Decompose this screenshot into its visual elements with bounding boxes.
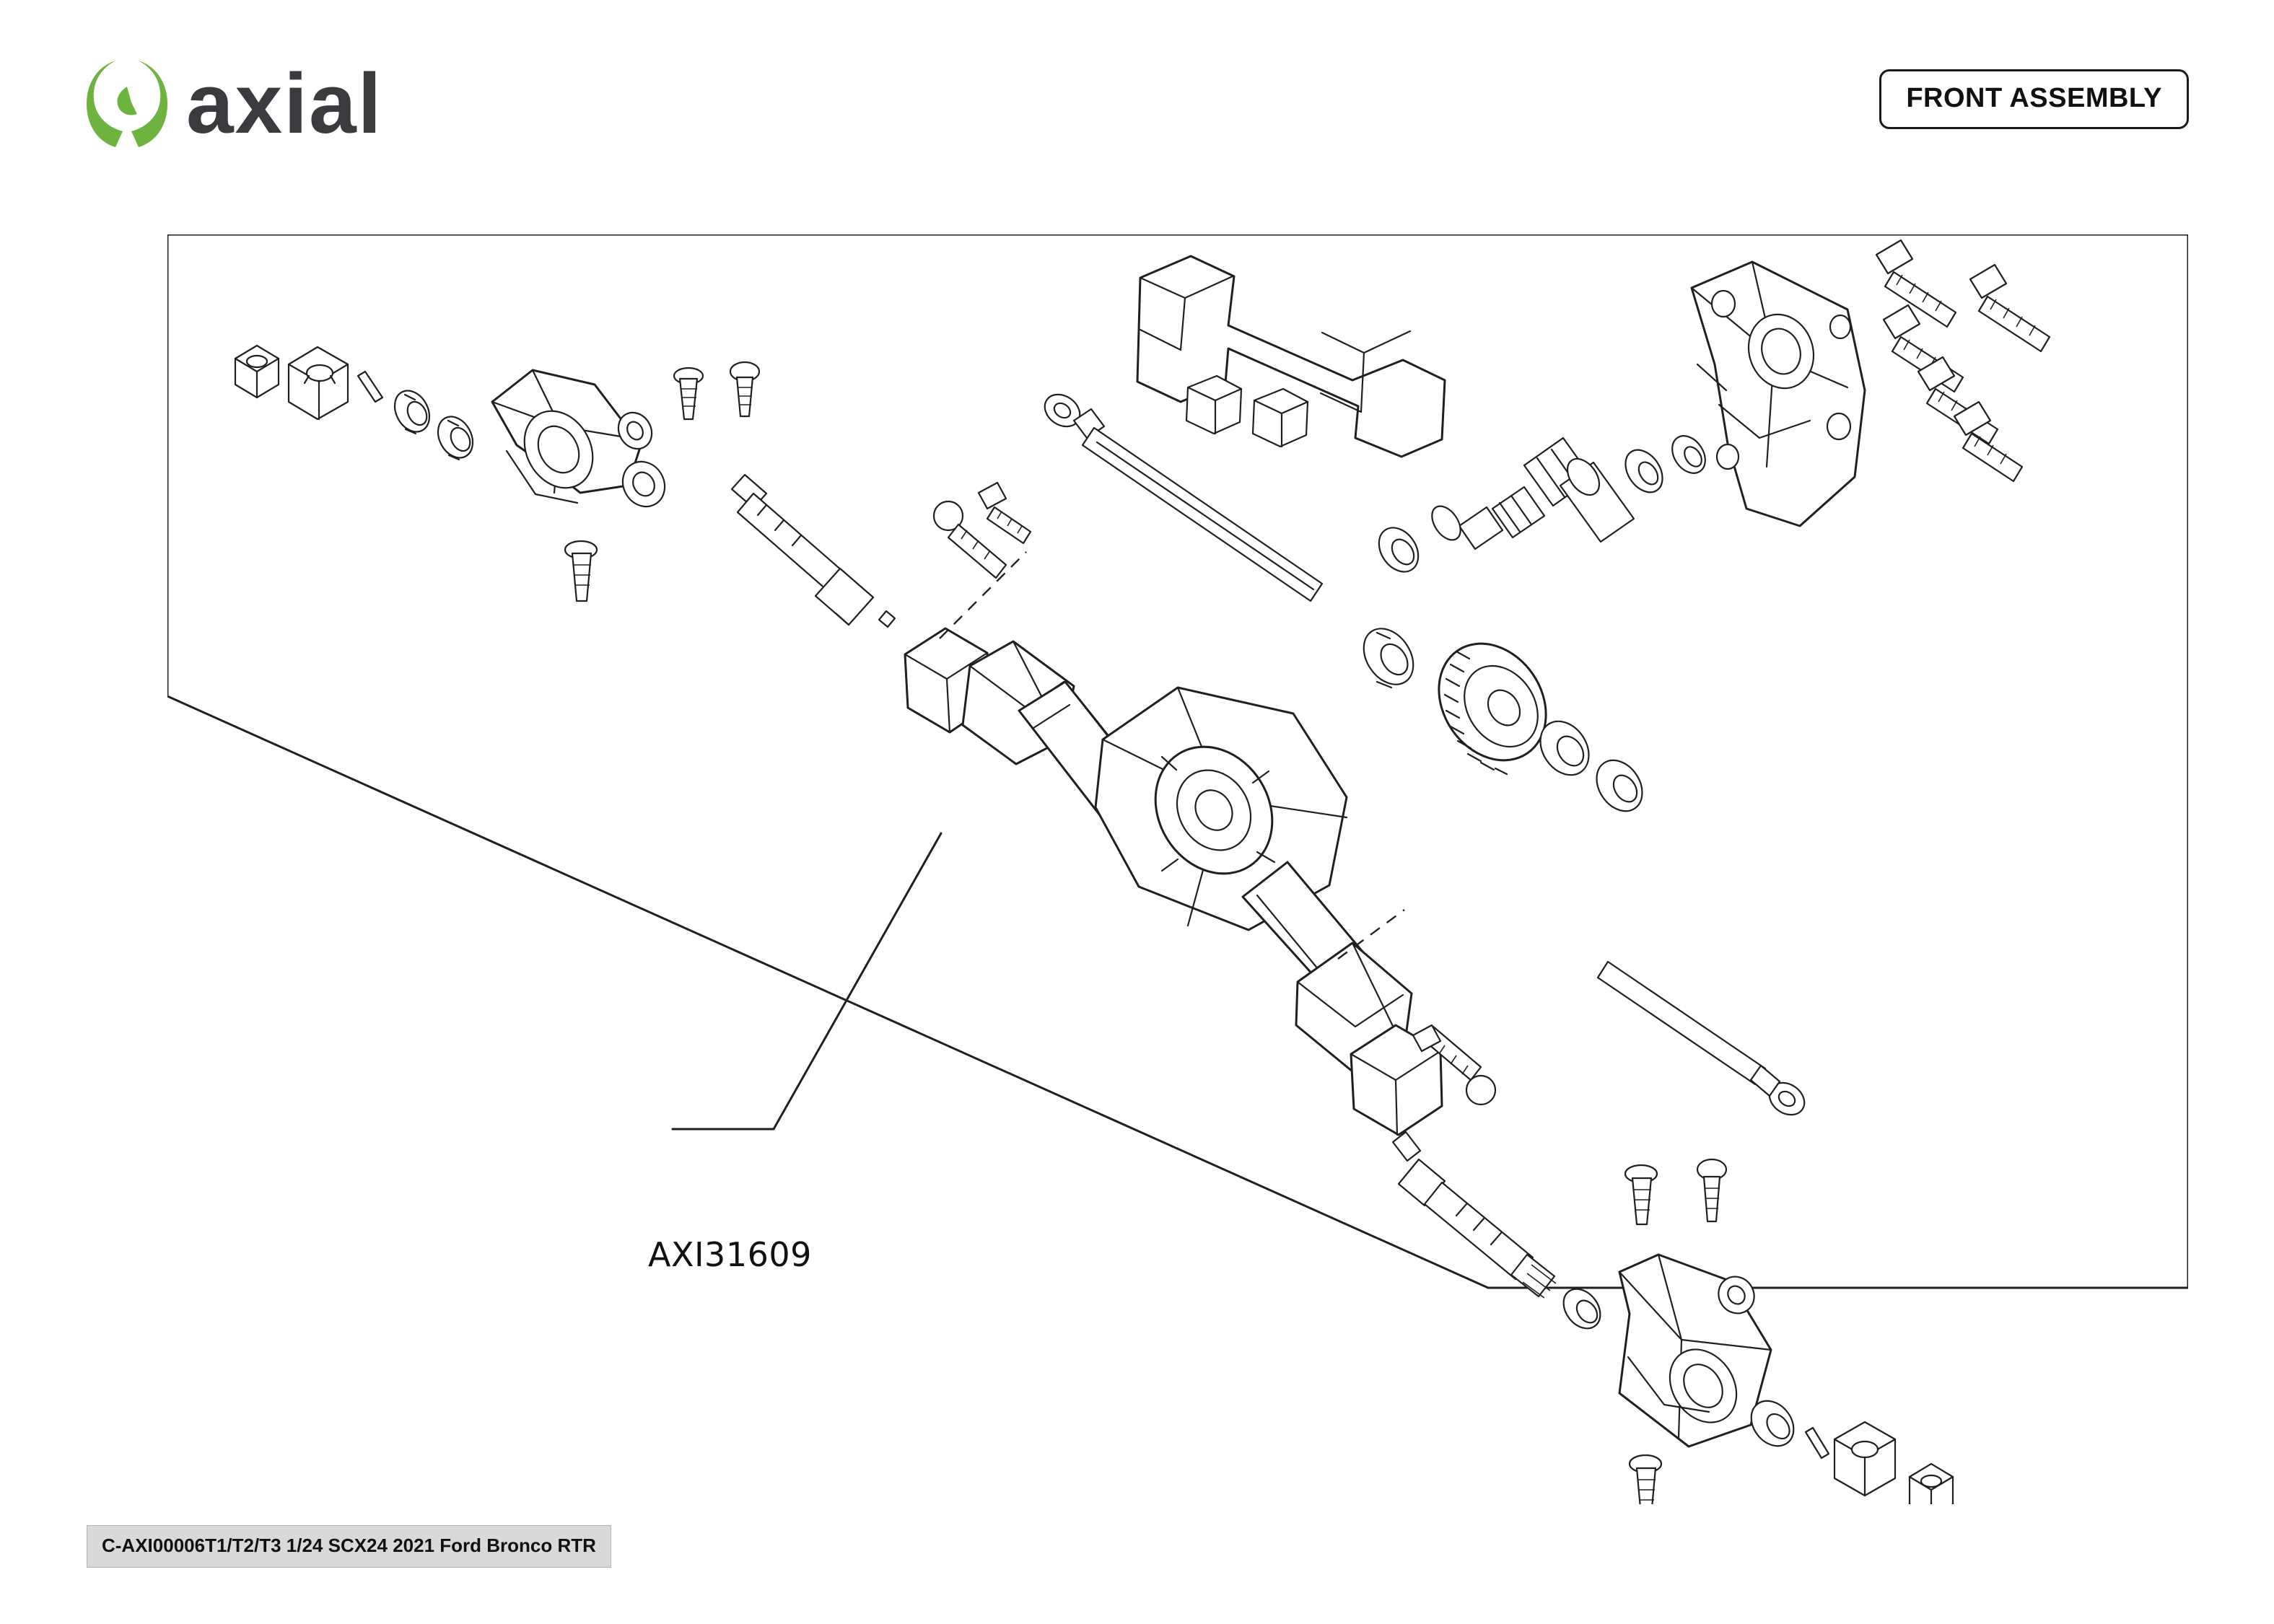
part-right-cap-screw	[1625, 1165, 1657, 1224]
part-left-axle-shaft	[732, 475, 895, 627]
part-right-steering-knuckle	[1619, 1255, 1771, 1447]
part-left-hex-hub	[289, 347, 348, 419]
callout-leader-line	[673, 833, 941, 1129]
part-left-bearing-outer	[388, 385, 436, 438]
part-left-ball-stud	[730, 362, 759, 416]
part-housing-screw-3	[1970, 265, 2050, 351]
part-right-axle-shaft	[1393, 1132, 1556, 1298]
part-servo-mount	[1137, 256, 1445, 457]
part-pinion-shim	[1426, 501, 1466, 545]
exploded-diagram	[167, 234, 2188, 1504]
part-pinion-shaft	[1459, 438, 1634, 549]
part-gearbox-case	[1692, 262, 1865, 526]
brand-logo	[87, 58, 382, 150]
part-right-ball-stud	[1697, 1159, 1726, 1221]
part-right-drive-pin	[1806, 1428, 1829, 1458]
part-housing-screw-1	[1876, 240, 1956, 327]
axial-logo-icon	[87, 58, 167, 150]
part-right-hex-hub	[1834, 1422, 1895, 1496]
assembly-title-badge: FRONT ASSEMBLY	[1879, 69, 2189, 129]
part-left-cap-screw	[674, 368, 703, 419]
part-pinion-bearing-b	[1666, 430, 1712, 480]
part-pinion-spacer	[1618, 443, 1670, 499]
product-code-label: C-AXI00006T1/T2/T3 1/24 SCX24 2021 Ford Bronco RTR	[87, 1525, 611, 1568]
part-right-lock-nut	[1910, 1464, 1953, 1504]
part-pinion-bearing-a	[1371, 520, 1427, 579]
brand-wordmark: axial	[186, 56, 383, 152]
part-axle-housing	[905, 628, 1442, 1135]
part-left-lower-screw	[565, 541, 597, 601]
part-diff-bearing-left	[1354, 619, 1424, 693]
part-left-steering-knuckle	[492, 370, 673, 514]
part-left-drive-pin	[358, 372, 382, 402]
part-right-bearing-inner	[1556, 1282, 1608, 1335]
part-lower-steering-link	[1598, 962, 1811, 1121]
part-right-lower-screw	[1630, 1455, 1661, 1504]
part-housing-screw-4	[1918, 357, 1998, 444]
part-left-lock-nut	[235, 346, 279, 398]
part-upper-set-screw	[979, 483, 1031, 543]
part-left-bearing-inner	[431, 411, 479, 464]
part-diff-spacer	[1588, 752, 1652, 820]
part-number-callout: AXI31609	[648, 1235, 812, 1274]
